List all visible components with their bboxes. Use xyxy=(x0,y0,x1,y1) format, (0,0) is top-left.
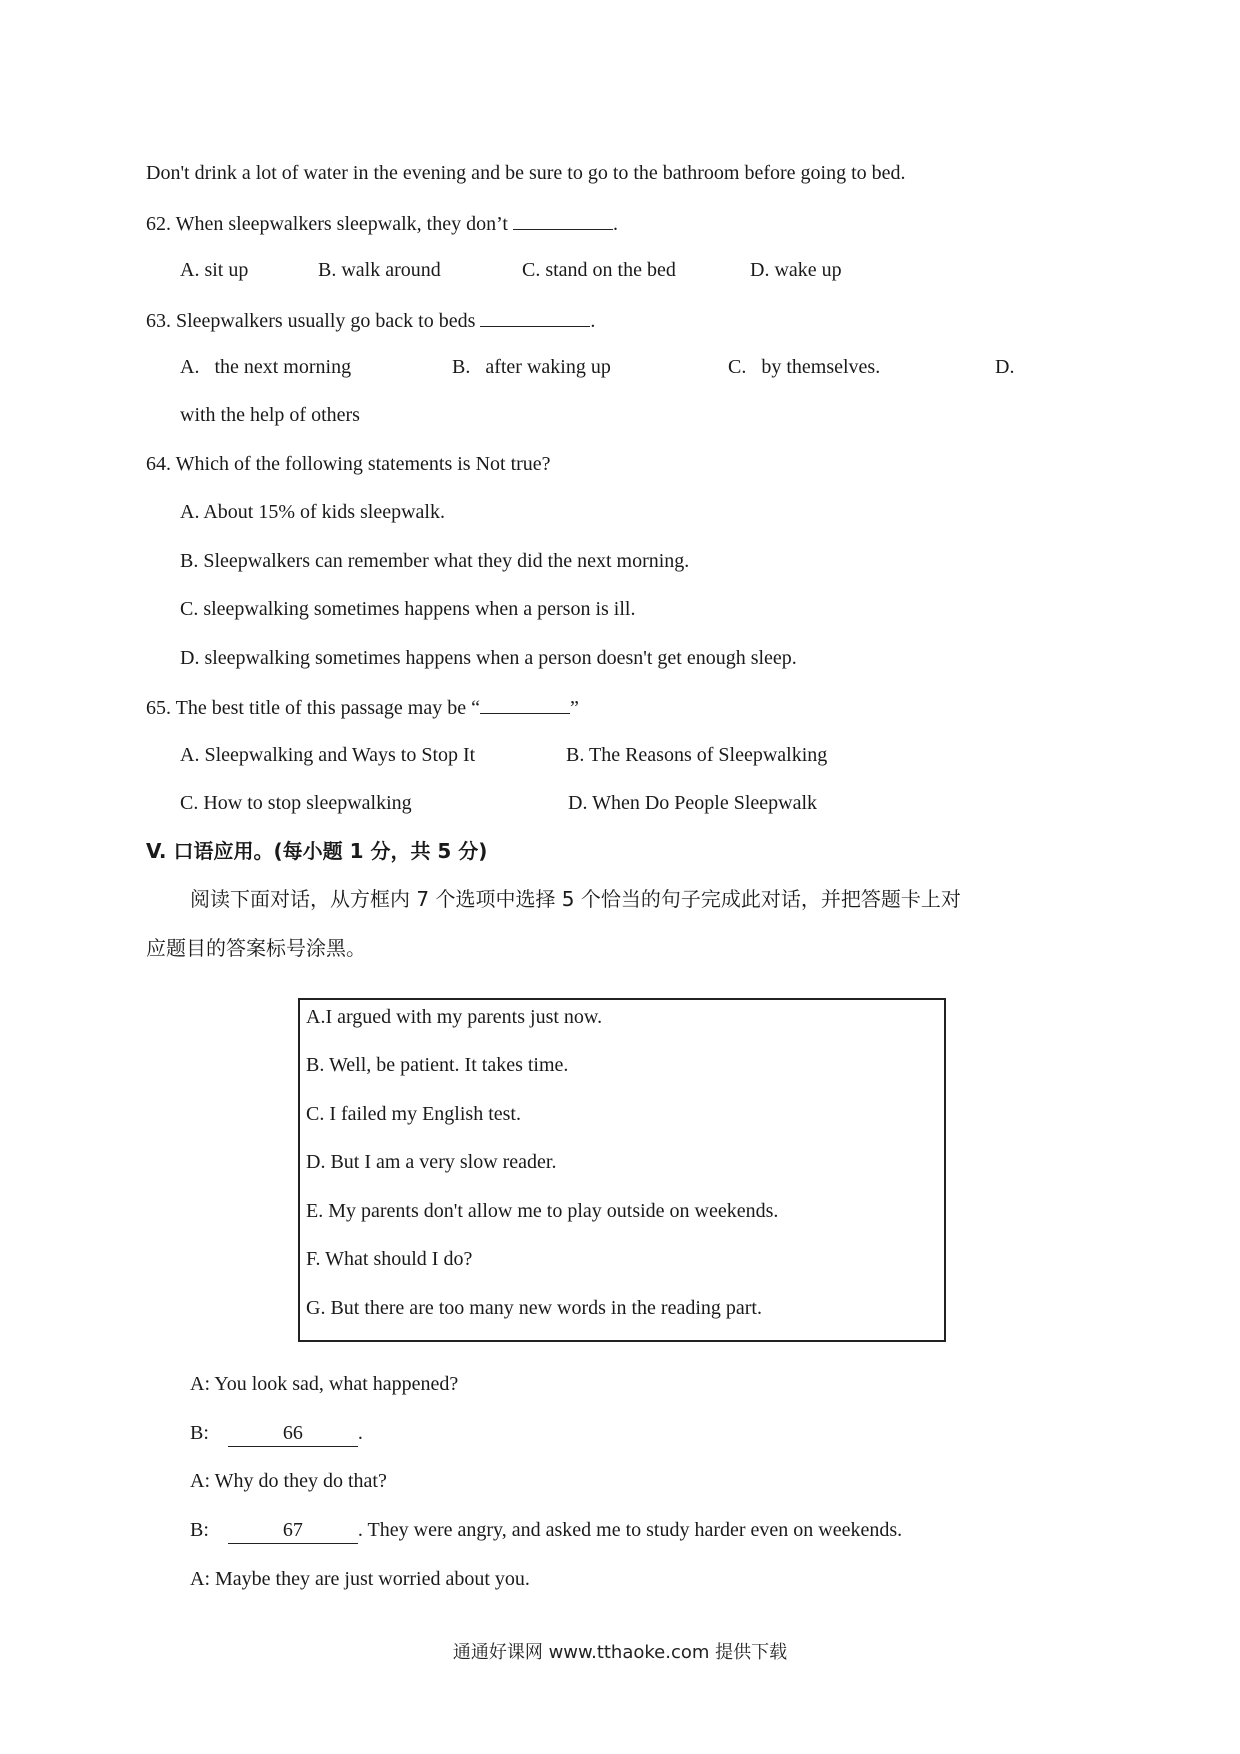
box-option-e: E. My parents don't allow me to play outside on weekends. xyxy=(306,1200,779,1222)
section-5-instruction-line-2: 应题目的答案标号涂黑。 xyxy=(146,936,366,960)
dialogue-line-3 xyxy=(190,1468,387,1494)
option-64-d[interactable]: D. sleepwalking sometimes happens when a person doesn't get enough sleep. xyxy=(180,647,797,669)
option-65-c[interactable]: C. How to stop sleepwalking xyxy=(180,792,412,814)
section-5-instruction-line-1: 阅读下面对话，从方框内 7 个选项中选择 5 个恰当的句子完成此对话，并把答题卡上对 xyxy=(190,887,961,911)
option-62-b[interactable]: B. walk around xyxy=(318,259,441,281)
option-63-b[interactable]: B. after waking up xyxy=(452,356,611,378)
speaker-label: A: xyxy=(190,1470,210,1492)
option-64-a[interactable]: A. About 15% of kids sleepwalk. xyxy=(180,501,445,523)
box-option-b: B. Well, be patient. It takes time. xyxy=(306,1054,569,1076)
option-65-d[interactable]: D. When Do People Sleepwalk xyxy=(568,792,818,814)
option-63-a[interactable]: A. the next morning xyxy=(180,356,352,378)
question-62 xyxy=(146,209,618,237)
question-63 xyxy=(146,306,595,334)
answer-blank-67[interactable]: 67 xyxy=(228,1517,358,1544)
answer-blank-63[interactable] xyxy=(480,306,590,327)
question-64-stem: 64. Which of the following statements is Not true? xyxy=(146,453,551,475)
box-option-a: A.I argued with my parents just now. xyxy=(306,1006,603,1028)
speaker-label: B: xyxy=(190,1422,209,1444)
passage-closing-line: Don't drink a lot of water in the evening and be sure to go to the bathroom before going to bed. xyxy=(146,162,906,184)
option-65-a[interactable]: A. Sleepwalking and Ways to Stop It xyxy=(180,744,476,766)
speaker-label: A: xyxy=(190,1568,210,1590)
option-63-d-text[interactable]: with the help of others xyxy=(180,404,360,426)
question-62-end: . xyxy=(612,213,618,235)
option-64-c[interactable]: C. sleepwalking sometimes happens when a person is ill. xyxy=(180,598,636,620)
option-62-c[interactable]: C. stand on the bed xyxy=(522,259,676,281)
dialogue-line-5 xyxy=(190,1566,530,1592)
question-65-stem: 65. The best title of this passage may be “ xyxy=(146,697,480,719)
section-5-title: V. 口语应用。(每小题 1 分，共 5 分) xyxy=(146,839,488,863)
answer-blank-62[interactable] xyxy=(513,209,613,230)
question-62-stem: 62. When sleepwalkers sleepwalk, they don’t xyxy=(146,213,508,235)
dialogue-text: . xyxy=(357,1422,363,1444)
page-footer: 通通好课网 www.tthaoke.com 提供下载 xyxy=(452,1642,788,1663)
option-62-d[interactable]: D. wake up xyxy=(750,259,842,281)
option-65-b[interactable]: B. The Reasons of Sleepwalking xyxy=(566,744,828,766)
speaker-label: B: xyxy=(190,1519,209,1541)
option-62-a[interactable]: A. sit up xyxy=(180,259,249,281)
option-63-c[interactable]: C. by themselves. xyxy=(728,356,881,378)
dialogue-text: You look sad, what happened? xyxy=(214,1373,459,1395)
question-65-end: ” xyxy=(570,697,579,719)
option-64-b[interactable]: B. Sleepwalkers can remember what they did the next morning. xyxy=(180,550,690,572)
box-option-c: C. I failed my English test. xyxy=(306,1103,521,1125)
answer-blank-66[interactable]: 66 xyxy=(228,1420,358,1447)
question-63-end: . xyxy=(590,310,596,332)
dialogue-text: . They were angry, and asked me to study harder even on weekends. xyxy=(357,1519,903,1541)
dialogue-line-2 xyxy=(190,1420,363,1447)
box-option-d: D. But I am a very slow reader. xyxy=(306,1151,557,1173)
question-65 xyxy=(146,693,579,721)
option-63-d[interactable]: D. xyxy=(995,356,1015,378)
dialogue-line-4 xyxy=(190,1517,902,1544)
dialogue-line-1 xyxy=(190,1371,458,1397)
box-option-f: F. What should I do? xyxy=(306,1248,473,1270)
answer-blank-65[interactable] xyxy=(480,693,570,714)
box-option-g: G. But there are too many new words in the reading part. xyxy=(306,1297,762,1319)
dialogue-text: Why do they do that? xyxy=(214,1470,387,1492)
question-63-stem: 63. Sleepwalkers usually go back to beds xyxy=(146,310,476,332)
dialogue-text: Maybe they are just worried about you. xyxy=(215,1568,530,1590)
speaker-label: A: xyxy=(190,1373,210,1395)
